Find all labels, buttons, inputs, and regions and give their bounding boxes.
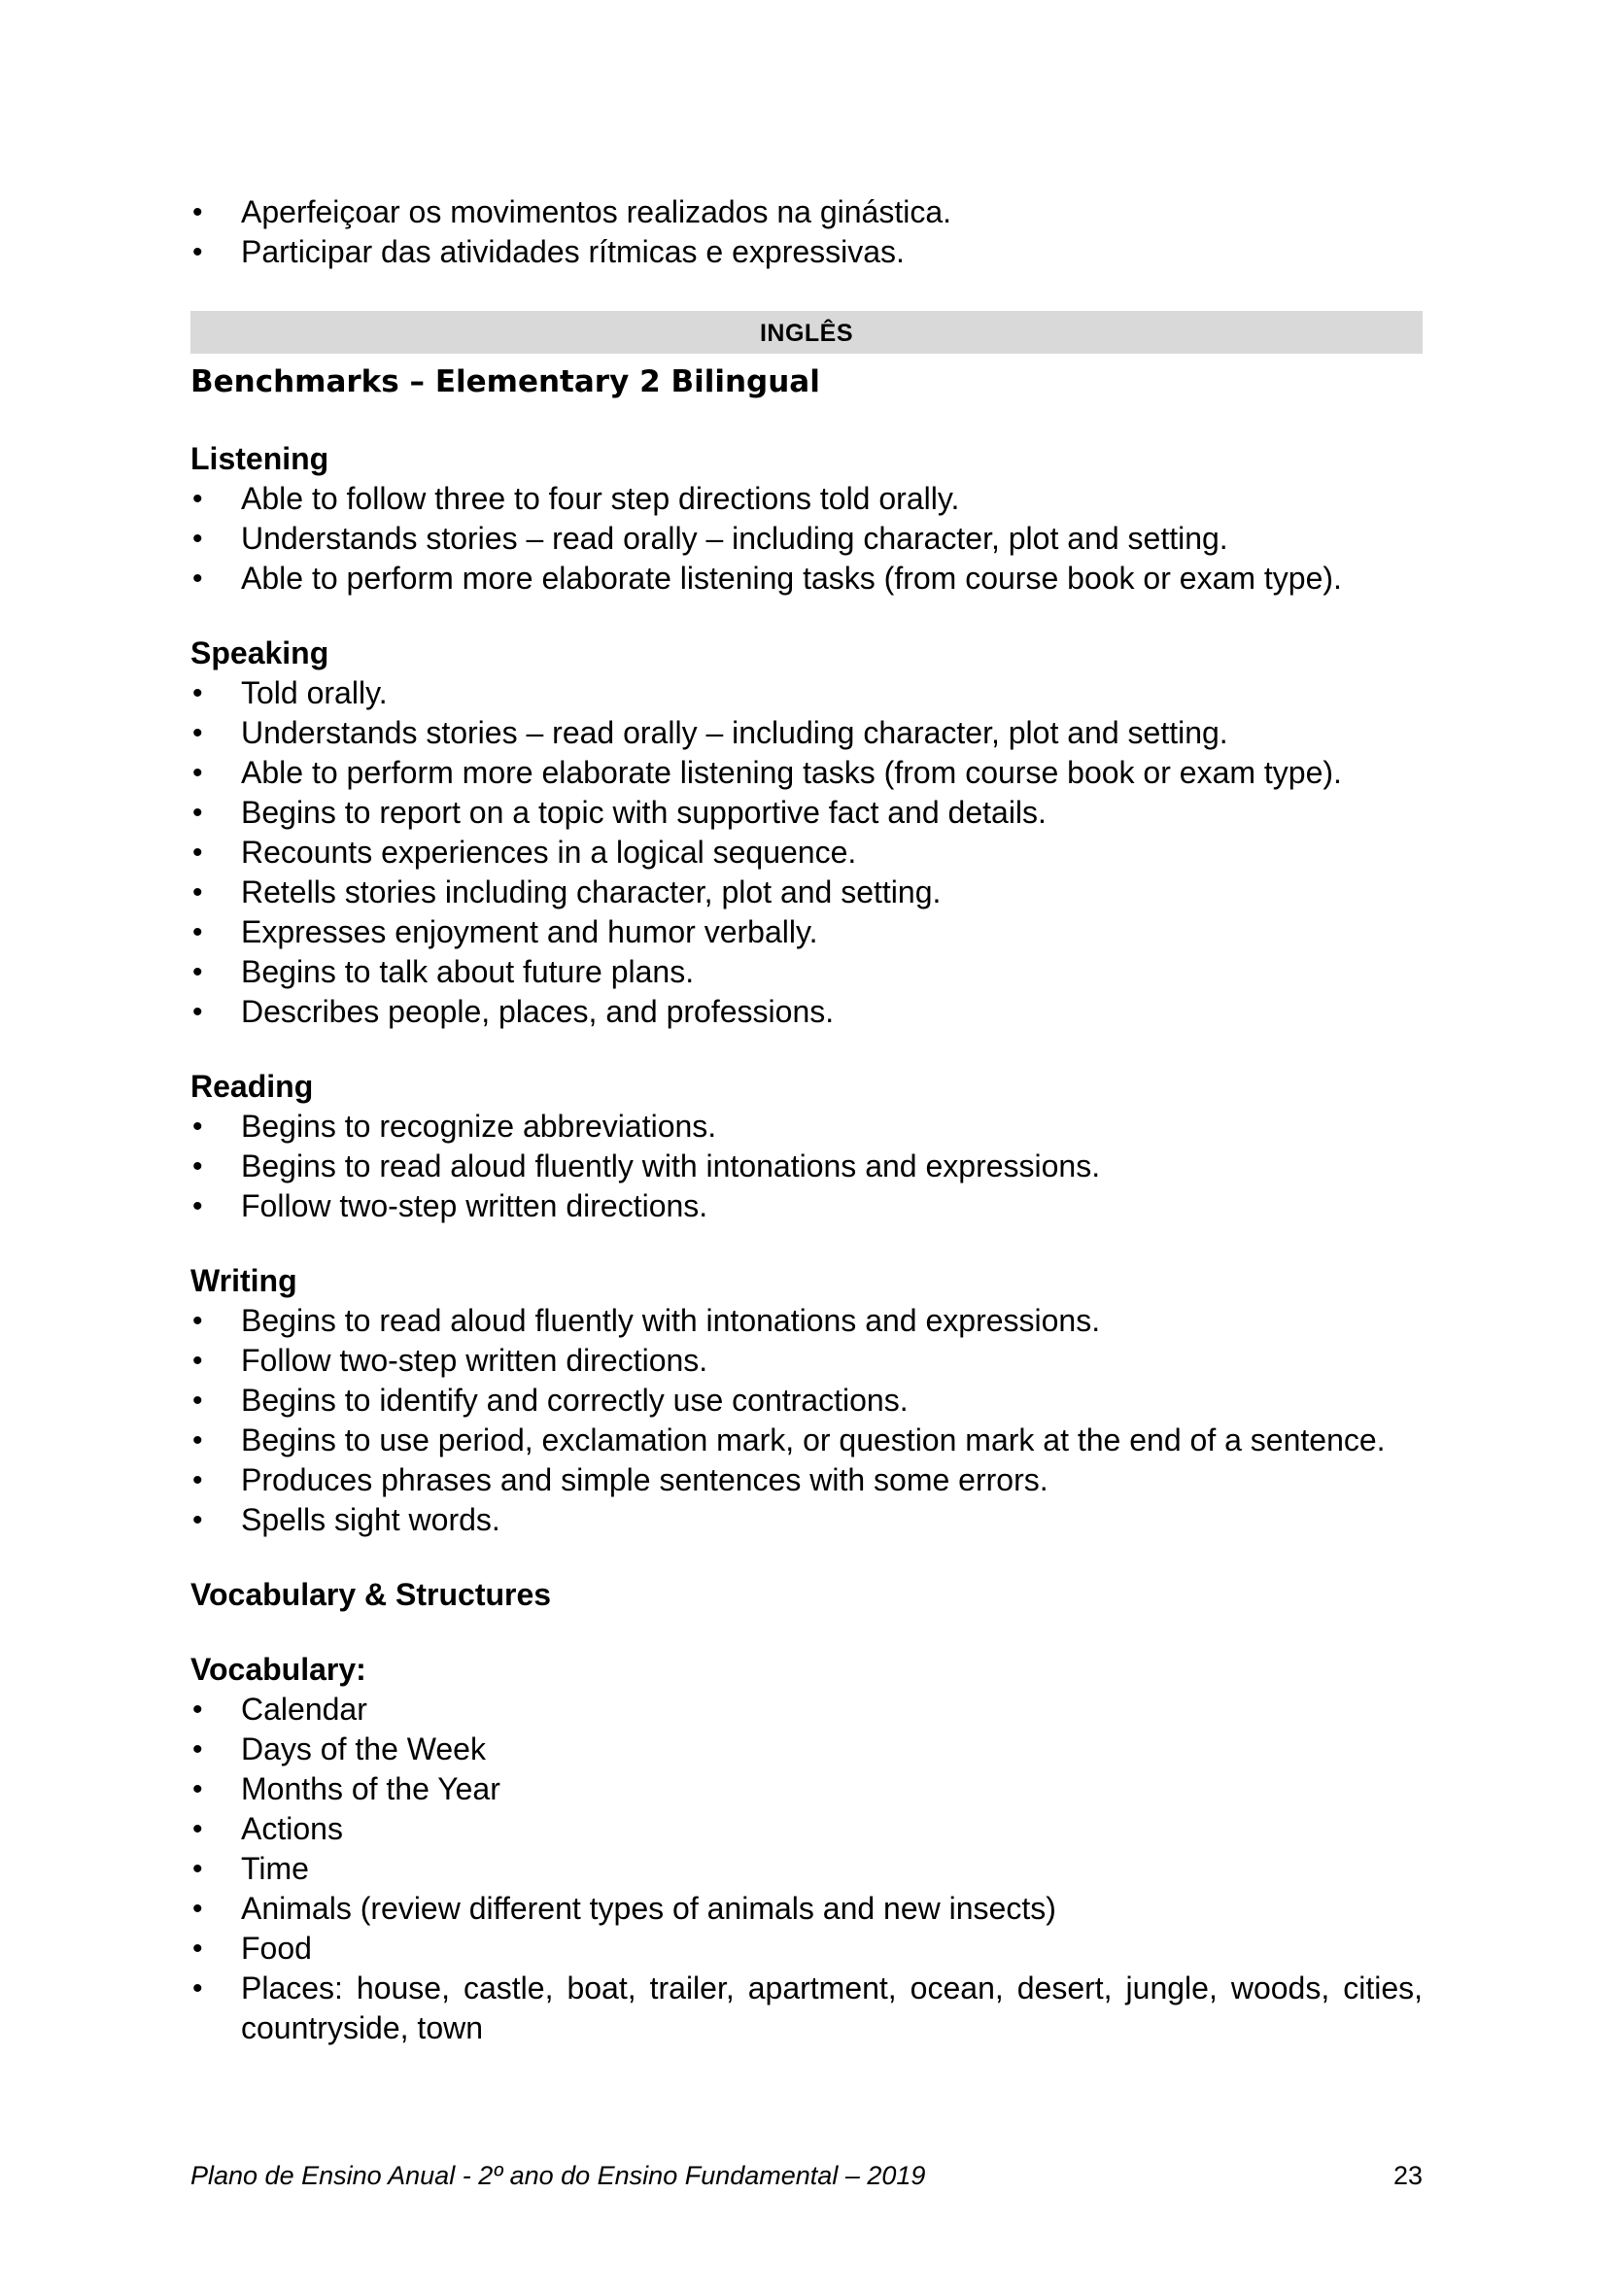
list-item: • Understands stories – read orally – including character, plot and setting.	[190, 519, 1423, 559]
page-content	[190, 192, 1423, 2048]
list-item: • Understands stories – read orally – including character, plot and setting.	[190, 713, 1423, 753]
list-item: • Months of the Year	[190, 1769, 1423, 1809]
section-title-bar: INGLÊS	[190, 311, 1423, 354]
list-item: • Actions	[190, 1809, 1423, 1849]
listening-list	[190, 479, 1423, 599]
writing-list	[190, 1301, 1423, 1540]
listening-heading: Listening	[190, 441, 329, 476]
vocab-structures-heading: Vocabulary & Structures	[190, 1577, 552, 1612]
list-item: • Expresses enjoyment and humor verbally.	[190, 912, 1423, 952]
list-item: • Begins to read aloud fluently with intonations and expressions.	[190, 1147, 1423, 1186]
intro-list	[190, 192, 1423, 272]
list-item: • Follow two-step written directions.	[190, 1341, 1423, 1381]
list-item: • Begins to talk about future plans.	[190, 952, 1423, 992]
footer-text: Plano de Ensino Anual - 2º ano do Ensino Fundamental – 2019	[190, 2161, 926, 2190]
list-item: • Aperfeiçoar os movimentos realizados na ginástica.	[190, 192, 1423, 232]
speaking-heading: Speaking	[190, 635, 329, 670]
vocabulary-list	[190, 1690, 1423, 2048]
benchmark-title: Benchmarks – Elementary 2 Bilingual	[190, 364, 820, 399]
reading-list	[190, 1107, 1423, 1226]
list-item: • Animals (review different types of animals and new insects)	[190, 1889, 1423, 1929]
list-item: • Calendar	[190, 1690, 1423, 1730]
list-item: • Begins to use period, exclamation mark, or question mark at the end of a sentence.	[190, 1421, 1423, 1460]
list-item: • Begins to report on a topic with supportive fact and details.	[190, 793, 1423, 833]
list-item: • Able to perform more elaborate listening tasks (from course book or exam type).	[190, 559, 1423, 599]
page-number: 23	[1392, 2161, 1423, 2190]
list-item: • Days of the Week	[190, 1730, 1423, 1769]
list-item: • Spells sight words.	[190, 1500, 1423, 1540]
list-item: • Able to perform more elaborate listening tasks (from course book or exam type).	[190, 753, 1423, 793]
list-item: • Follow two-step written directions.	[190, 1186, 1423, 1226]
list-item: • Begins to read aloud fluently with intonations and expressions.	[190, 1301, 1423, 1341]
list-item: • Retells stories including character, plot and setting.	[190, 873, 1423, 912]
list-item: • Describes people, places, and professions.	[190, 992, 1423, 1032]
list-item: • Begins to recognize abbreviations.	[190, 1107, 1423, 1147]
list-item: • Told orally.	[190, 673, 1423, 713]
reading-heading: Reading	[190, 1069, 314, 1104]
speaking-list	[190, 673, 1423, 1032]
list-item: • Recounts experiences in a logical sequence.	[190, 833, 1423, 873]
page-footer	[190, 2159, 1423, 2192]
list-item: • Produces phrases and simple sentences with some errors.	[190, 1460, 1423, 1500]
list-item: • Able to follow three to four step directions told orally.	[190, 479, 1423, 519]
list-item: • Food	[190, 1929, 1423, 1969]
list-item: • Time	[190, 1849, 1423, 1889]
writing-heading: Writing	[190, 1263, 297, 1298]
list-item: • Participar das atividades rítmicas e expressivas.	[190, 232, 1423, 272]
vocabulary-heading: Vocabulary:	[190, 1652, 366, 1687]
list-item: • Begins to identify and correctly use contractions.	[190, 1381, 1423, 1421]
list-item: • Places: house, castle, boat, trailer, apartment, ocean, desert, jungle, woods, cities, countryside, town	[190, 1969, 1423, 2048]
